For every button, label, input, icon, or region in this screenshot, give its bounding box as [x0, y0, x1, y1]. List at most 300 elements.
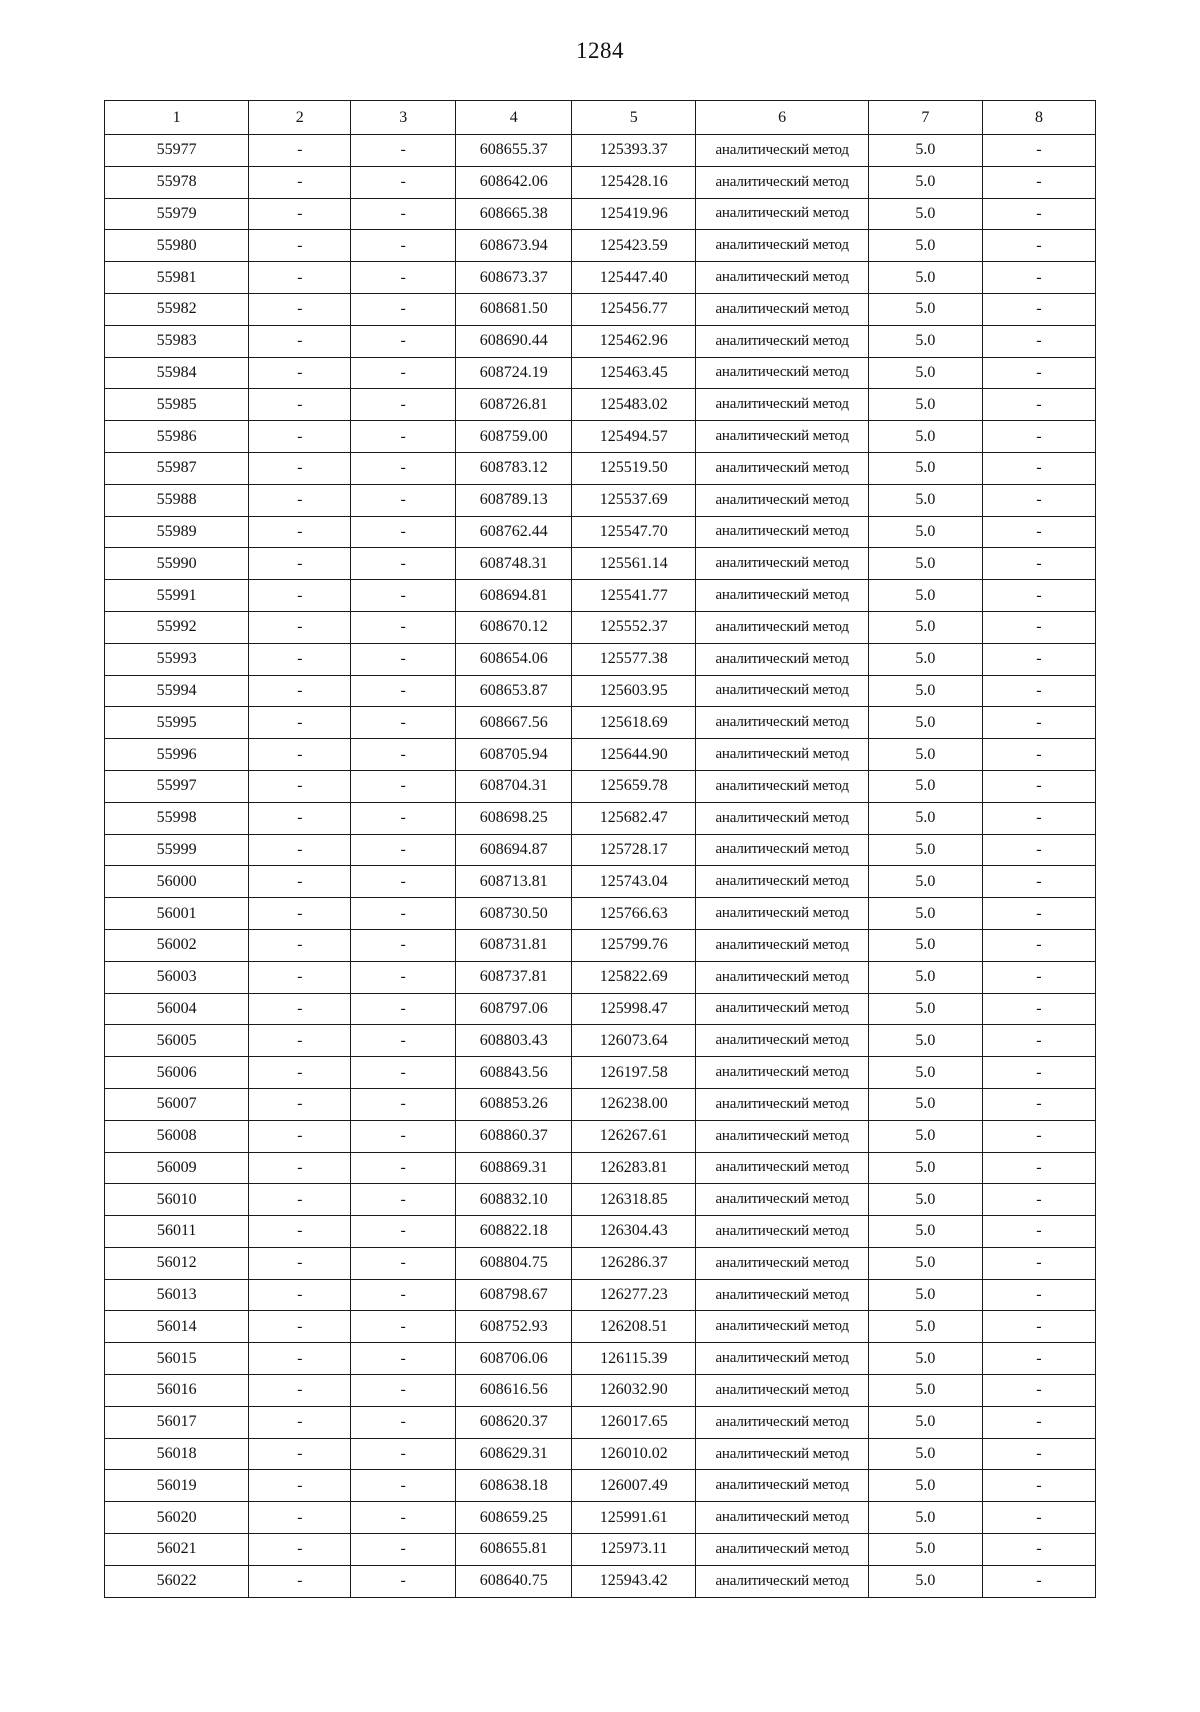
- table-row: [105, 1120, 1096, 1152]
- y-coordinate-cell: 125766.63: [572, 898, 696, 930]
- col3-cell: -: [351, 611, 456, 643]
- point-number-cell: 56000: [105, 866, 249, 898]
- col2-cell: -: [249, 1438, 351, 1470]
- column-header: 4: [456, 101, 572, 135]
- y-coordinate-cell: 125463.45: [572, 357, 696, 389]
- method-cell: аналитический метод: [696, 1152, 869, 1184]
- col2-cell: -: [249, 1534, 351, 1566]
- col8-cell: -: [982, 961, 1095, 993]
- method-cell: аналитический метод: [696, 866, 869, 898]
- accuracy-cell: 5.0: [868, 707, 982, 739]
- y-coordinate-cell: 125577.38: [572, 643, 696, 675]
- accuracy-cell: 5.0: [868, 898, 982, 930]
- table-row: [105, 866, 1096, 898]
- table-row: [105, 929, 1096, 961]
- col3-cell: -: [351, 929, 456, 961]
- y-coordinate-cell: 126283.81: [572, 1152, 696, 1184]
- x-coordinate-cell: 608667.56: [456, 707, 572, 739]
- point-number-cell: 56012: [105, 1247, 249, 1279]
- accuracy-cell: 5.0: [868, 993, 982, 1025]
- accuracy-cell: 5.0: [868, 135, 982, 167]
- col2-cell: -: [249, 993, 351, 1025]
- col2-cell: -: [249, 1343, 351, 1375]
- method-cell: аналитический метод: [696, 548, 869, 580]
- table-row: [105, 262, 1096, 294]
- col3-cell: -: [351, 643, 456, 675]
- table-row: [105, 1025, 1096, 1057]
- accuracy-cell: 5.0: [868, 1343, 982, 1375]
- col8-cell: -: [982, 1311, 1095, 1343]
- col2-cell: -: [249, 1120, 351, 1152]
- method-cell: аналитический метод: [696, 961, 869, 993]
- x-coordinate-cell: 608737.81: [456, 961, 572, 993]
- accuracy-cell: 5.0: [868, 230, 982, 262]
- coordinates-table: [104, 100, 1096, 1598]
- y-coordinate-cell: 126304.43: [572, 1216, 696, 1248]
- method-cell: аналитический метод: [696, 357, 869, 389]
- method-cell: аналитический метод: [696, 1279, 869, 1311]
- point-number-cell: 56001: [105, 898, 249, 930]
- method-cell: аналитический метод: [696, 739, 869, 771]
- col8-cell: -: [982, 898, 1095, 930]
- point-number-cell: 55983: [105, 325, 249, 357]
- col8-cell: -: [982, 230, 1095, 262]
- accuracy-cell: 5.0: [868, 484, 982, 516]
- accuracy-cell: 5.0: [868, 452, 982, 484]
- accuracy-cell: 5.0: [868, 293, 982, 325]
- method-cell: аналитический метод: [696, 516, 869, 548]
- y-coordinate-cell: 125644.90: [572, 739, 696, 771]
- col8-cell: -: [982, 1247, 1095, 1279]
- col2-cell: -: [249, 516, 351, 548]
- point-number-cell: 56017: [105, 1406, 249, 1438]
- col3-cell: -: [351, 198, 456, 230]
- x-coordinate-cell: 608620.37: [456, 1406, 572, 1438]
- method-cell: аналитический метод: [696, 421, 869, 453]
- method-cell: аналитический метод: [696, 611, 869, 643]
- x-coordinate-cell: 608655.81: [456, 1534, 572, 1566]
- table-row: [105, 293, 1096, 325]
- col8-cell: -: [982, 770, 1095, 802]
- table-row: [105, 770, 1096, 802]
- point-number-cell: 55977: [105, 135, 249, 167]
- table-row: [105, 389, 1096, 421]
- y-coordinate-cell: 125618.69: [572, 707, 696, 739]
- col2-cell: -: [249, 1279, 351, 1311]
- accuracy-cell: 5.0: [868, 1502, 982, 1534]
- point-number-cell: 55989: [105, 516, 249, 548]
- x-coordinate-cell: 608698.25: [456, 802, 572, 834]
- accuracy-cell: 5.0: [868, 357, 982, 389]
- col8-cell: -: [982, 1502, 1095, 1534]
- x-coordinate-cell: 608803.43: [456, 1025, 572, 1057]
- col2-cell: -: [249, 293, 351, 325]
- table-row: [105, 707, 1096, 739]
- table-body: [105, 135, 1096, 1598]
- point-number-cell: 55997: [105, 770, 249, 802]
- col3-cell: -: [351, 262, 456, 294]
- y-coordinate-cell: 125998.47: [572, 993, 696, 1025]
- point-number-cell: 55995: [105, 707, 249, 739]
- method-cell: аналитический метод: [696, 1025, 869, 1057]
- x-coordinate-cell: 608797.06: [456, 993, 572, 1025]
- col3-cell: -: [351, 1375, 456, 1407]
- col8-cell: -: [982, 1120, 1095, 1152]
- method-cell: аналитический метод: [696, 1534, 869, 1566]
- accuracy-cell: 5.0: [868, 866, 982, 898]
- col3-cell: -: [351, 898, 456, 930]
- col2-cell: -: [249, 961, 351, 993]
- table-row: [105, 1438, 1096, 1470]
- x-coordinate-cell: 608804.75: [456, 1247, 572, 1279]
- point-number-cell: 55996: [105, 739, 249, 771]
- column-header: 6: [696, 101, 869, 135]
- accuracy-cell: 5.0: [868, 1120, 982, 1152]
- y-coordinate-cell: 125428.16: [572, 166, 696, 198]
- x-coordinate-cell: 608853.26: [456, 1088, 572, 1120]
- col3-cell: -: [351, 1565, 456, 1597]
- col3-cell: -: [351, 770, 456, 802]
- x-coordinate-cell: 608869.31: [456, 1152, 572, 1184]
- method-cell: аналитический метод: [696, 1120, 869, 1152]
- col3-cell: -: [351, 1025, 456, 1057]
- method-cell: аналитический метод: [696, 325, 869, 357]
- col8-cell: -: [982, 325, 1095, 357]
- method-cell: аналитический метод: [696, 580, 869, 612]
- table-row: [105, 230, 1096, 262]
- x-coordinate-cell: 608694.81: [456, 580, 572, 612]
- table-row: [105, 135, 1096, 167]
- method-cell: аналитический метод: [696, 389, 869, 421]
- col2-cell: -: [249, 675, 351, 707]
- col8-cell: -: [982, 866, 1095, 898]
- point-number-cell: 55988: [105, 484, 249, 516]
- col3-cell: -: [351, 357, 456, 389]
- point-number-cell: 55987: [105, 452, 249, 484]
- col3-cell: -: [351, 1247, 456, 1279]
- col2-cell: -: [249, 1565, 351, 1597]
- method-cell: аналитический метод: [696, 262, 869, 294]
- y-coordinate-cell: 125743.04: [572, 866, 696, 898]
- y-coordinate-cell: 126073.64: [572, 1025, 696, 1057]
- col2-cell: -: [249, 802, 351, 834]
- x-coordinate-cell: 608860.37: [456, 1120, 572, 1152]
- col8-cell: -: [982, 357, 1095, 389]
- col3-cell: -: [351, 516, 456, 548]
- table-row: [105, 739, 1096, 771]
- point-number-cell: 55991: [105, 580, 249, 612]
- col8-cell: -: [982, 580, 1095, 612]
- col8-cell: -: [982, 1375, 1095, 1407]
- col2-cell: -: [249, 452, 351, 484]
- col8-cell: -: [982, 707, 1095, 739]
- method-cell: аналитический метод: [696, 1184, 869, 1216]
- point-number-cell: 55999: [105, 834, 249, 866]
- accuracy-cell: 5.0: [868, 643, 982, 675]
- y-coordinate-cell: 125659.78: [572, 770, 696, 802]
- point-number-cell: 56022: [105, 1565, 249, 1597]
- x-coordinate-cell: 608752.93: [456, 1311, 572, 1343]
- col8-cell: -: [982, 1057, 1095, 1089]
- method-cell: аналитический метод: [696, 802, 869, 834]
- point-number-cell: 55982: [105, 293, 249, 325]
- col8-cell: -: [982, 1438, 1095, 1470]
- table-row: [105, 1057, 1096, 1089]
- accuracy-cell: 5.0: [868, 1088, 982, 1120]
- table-row: [105, 961, 1096, 993]
- x-coordinate-cell: 608713.81: [456, 866, 572, 898]
- method-cell: аналитический метод: [696, 770, 869, 802]
- col2-cell: -: [249, 739, 351, 771]
- table-row: [105, 548, 1096, 580]
- table-row: [105, 643, 1096, 675]
- table-row: [105, 1534, 1096, 1566]
- col3-cell: -: [351, 1438, 456, 1470]
- col2-cell: -: [249, 198, 351, 230]
- table-row: [105, 1406, 1096, 1438]
- col3-cell: -: [351, 707, 456, 739]
- table-row: [105, 1152, 1096, 1184]
- accuracy-cell: 5.0: [868, 1406, 982, 1438]
- accuracy-cell: 5.0: [868, 675, 982, 707]
- y-coordinate-cell: 126010.02: [572, 1438, 696, 1470]
- point-number-cell: 56013: [105, 1279, 249, 1311]
- col8-cell: -: [982, 675, 1095, 707]
- method-cell: аналитический метод: [696, 929, 869, 961]
- col8-cell: -: [982, 548, 1095, 580]
- method-cell: аналитический метод: [696, 293, 869, 325]
- y-coordinate-cell: 125799.76: [572, 929, 696, 961]
- table-row: [105, 1184, 1096, 1216]
- x-coordinate-cell: 608724.19: [456, 357, 572, 389]
- col2-cell: -: [249, 1502, 351, 1534]
- x-coordinate-cell: 608653.87: [456, 675, 572, 707]
- x-coordinate-cell: 608832.10: [456, 1184, 572, 1216]
- accuracy-cell: 5.0: [868, 1375, 982, 1407]
- y-coordinate-cell: 126277.23: [572, 1279, 696, 1311]
- col2-cell: -: [249, 1184, 351, 1216]
- col3-cell: -: [351, 484, 456, 516]
- x-coordinate-cell: 608665.38: [456, 198, 572, 230]
- x-coordinate-cell: 608762.44: [456, 516, 572, 548]
- col2-cell: -: [249, 1470, 351, 1502]
- x-coordinate-cell: 608704.31: [456, 770, 572, 802]
- method-cell: аналитический метод: [696, 1311, 869, 1343]
- col8-cell: -: [982, 1343, 1095, 1375]
- method-cell: аналитический метод: [696, 643, 869, 675]
- table-row: [105, 1343, 1096, 1375]
- y-coordinate-cell: 126007.49: [572, 1470, 696, 1502]
- col2-cell: -: [249, 929, 351, 961]
- col8-cell: -: [982, 421, 1095, 453]
- col3-cell: -: [351, 293, 456, 325]
- point-number-cell: 55993: [105, 643, 249, 675]
- accuracy-cell: 5.0: [868, 325, 982, 357]
- col2-cell: -: [249, 1375, 351, 1407]
- col2-cell: -: [249, 325, 351, 357]
- col8-cell: -: [982, 262, 1095, 294]
- table-row: [105, 580, 1096, 612]
- table-row: [105, 484, 1096, 516]
- y-coordinate-cell: 125973.11: [572, 1534, 696, 1566]
- method-cell: аналитический метод: [696, 135, 869, 167]
- col8-cell: -: [982, 1152, 1095, 1184]
- table-row: [105, 834, 1096, 866]
- table-row: [105, 1502, 1096, 1534]
- col3-cell: -: [351, 1088, 456, 1120]
- y-coordinate-cell: 125991.61: [572, 1502, 696, 1534]
- y-coordinate-cell: 126032.90: [572, 1375, 696, 1407]
- col8-cell: -: [982, 166, 1095, 198]
- x-coordinate-cell: 608681.50: [456, 293, 572, 325]
- accuracy-cell: 5.0: [868, 1311, 982, 1343]
- col3-cell: -: [351, 548, 456, 580]
- col2-cell: -: [249, 580, 351, 612]
- method-cell: аналитический метод: [696, 675, 869, 707]
- table-row: [105, 1470, 1096, 1502]
- col2-cell: -: [249, 1025, 351, 1057]
- point-number-cell: 56008: [105, 1120, 249, 1152]
- x-coordinate-cell: 608726.81: [456, 389, 572, 421]
- col8-cell: -: [982, 484, 1095, 516]
- x-coordinate-cell: 608730.50: [456, 898, 572, 930]
- method-cell: аналитический метод: [696, 1247, 869, 1279]
- x-coordinate-cell: 608798.67: [456, 1279, 572, 1311]
- accuracy-cell: 5.0: [868, 802, 982, 834]
- point-number-cell: 55990: [105, 548, 249, 580]
- point-number-cell: 55998: [105, 802, 249, 834]
- column-header: 3: [351, 101, 456, 135]
- table-row: [105, 675, 1096, 707]
- col3-cell: -: [351, 1534, 456, 1566]
- point-number-cell: 55979: [105, 198, 249, 230]
- table-row: [105, 452, 1096, 484]
- point-number-cell: 56016: [105, 1375, 249, 1407]
- col2-cell: -: [249, 898, 351, 930]
- col3-cell: -: [351, 1184, 456, 1216]
- table-row: [105, 1565, 1096, 1597]
- col3-cell: -: [351, 421, 456, 453]
- method-cell: аналитический метод: [696, 1216, 869, 1248]
- y-coordinate-cell: 125682.47: [572, 802, 696, 834]
- accuracy-cell: 5.0: [868, 1438, 982, 1470]
- method-cell: аналитический метод: [696, 198, 869, 230]
- accuracy-cell: 5.0: [868, 961, 982, 993]
- point-number-cell: 55992: [105, 611, 249, 643]
- table-row: [105, 357, 1096, 389]
- table-row: [105, 1088, 1096, 1120]
- accuracy-cell: 5.0: [868, 389, 982, 421]
- point-number-cell: 56007: [105, 1088, 249, 1120]
- x-coordinate-cell: 608694.87: [456, 834, 572, 866]
- col2-cell: -: [249, 707, 351, 739]
- accuracy-cell: 5.0: [868, 1025, 982, 1057]
- accuracy-cell: 5.0: [868, 611, 982, 643]
- x-coordinate-cell: 608705.94: [456, 739, 572, 771]
- table-row: [105, 993, 1096, 1025]
- y-coordinate-cell: 125494.57: [572, 421, 696, 453]
- col3-cell: -: [351, 1406, 456, 1438]
- x-coordinate-cell: 608629.31: [456, 1438, 572, 1470]
- col8-cell: -: [982, 389, 1095, 421]
- header-row: [105, 101, 1096, 135]
- y-coordinate-cell: 125943.42: [572, 1565, 696, 1597]
- table-row: [105, 802, 1096, 834]
- col3-cell: -: [351, 1311, 456, 1343]
- col2-cell: -: [249, 643, 351, 675]
- col2-cell: -: [249, 1247, 351, 1279]
- y-coordinate-cell: 126208.51: [572, 1311, 696, 1343]
- col2-cell: -: [249, 357, 351, 389]
- x-coordinate-cell: 608655.37: [456, 135, 572, 167]
- y-coordinate-cell: 125552.37: [572, 611, 696, 643]
- method-cell: аналитический метод: [696, 707, 869, 739]
- col8-cell: -: [982, 1184, 1095, 1216]
- col2-cell: -: [249, 230, 351, 262]
- col2-cell: -: [249, 262, 351, 294]
- accuracy-cell: 5.0: [868, 1534, 982, 1566]
- col8-cell: -: [982, 643, 1095, 675]
- page-number: 1284: [576, 38, 624, 63]
- col3-cell: -: [351, 1120, 456, 1152]
- x-coordinate-cell: 608731.81: [456, 929, 572, 961]
- col2-cell: -: [249, 834, 351, 866]
- table-row: [105, 1216, 1096, 1248]
- accuracy-cell: 5.0: [868, 770, 982, 802]
- point-number-cell: 55984: [105, 357, 249, 389]
- col8-cell: -: [982, 611, 1095, 643]
- point-number-cell: 56010: [105, 1184, 249, 1216]
- y-coordinate-cell: 126197.58: [572, 1057, 696, 1089]
- col3-cell: -: [351, 135, 456, 167]
- x-coordinate-cell: 608690.44: [456, 325, 572, 357]
- y-coordinate-cell: 125393.37: [572, 135, 696, 167]
- point-number-cell: 55980: [105, 230, 249, 262]
- col3-cell: -: [351, 675, 456, 707]
- y-coordinate-cell: 125456.77: [572, 293, 696, 325]
- table-row: [105, 611, 1096, 643]
- point-number-cell: 56020: [105, 1502, 249, 1534]
- x-coordinate-cell: 608642.06: [456, 166, 572, 198]
- x-coordinate-cell: 608638.18: [456, 1470, 572, 1502]
- col3-cell: -: [351, 802, 456, 834]
- method-cell: аналитический метод: [696, 1502, 869, 1534]
- accuracy-cell: 5.0: [868, 580, 982, 612]
- col2-cell: -: [249, 1216, 351, 1248]
- y-coordinate-cell: 125561.14: [572, 548, 696, 580]
- col8-cell: -: [982, 993, 1095, 1025]
- x-coordinate-cell: 608659.25: [456, 1502, 572, 1534]
- method-cell: аналитический метод: [696, 484, 869, 516]
- accuracy-cell: 5.0: [868, 1247, 982, 1279]
- table-row: [105, 1375, 1096, 1407]
- point-number-cell: 56006: [105, 1057, 249, 1089]
- method-cell: аналитический метод: [696, 1470, 869, 1502]
- col8-cell: -: [982, 1279, 1095, 1311]
- col2-cell: -: [249, 548, 351, 580]
- point-number-cell: 55981: [105, 262, 249, 294]
- accuracy-cell: 5.0: [868, 166, 982, 198]
- col3-cell: -: [351, 993, 456, 1025]
- point-number-cell: 56009: [105, 1152, 249, 1184]
- column-header: 1: [105, 101, 249, 135]
- col8-cell: -: [982, 1406, 1095, 1438]
- col3-cell: -: [351, 389, 456, 421]
- table-row: [105, 325, 1096, 357]
- y-coordinate-cell: 125537.69: [572, 484, 696, 516]
- col2-cell: -: [249, 770, 351, 802]
- method-cell: аналитический метод: [696, 1406, 869, 1438]
